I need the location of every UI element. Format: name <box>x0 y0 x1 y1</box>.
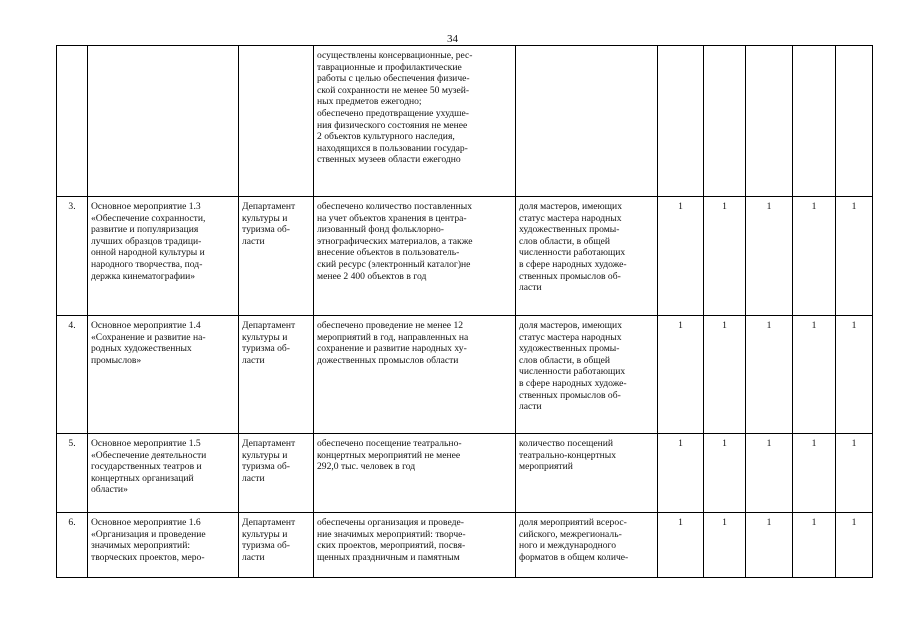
value-cell: 1 <box>658 197 704 316</box>
department-cell: Департамент культуры и туризма об- ласти <box>239 197 314 316</box>
row-number-cell: 6. <box>57 513 88 578</box>
value-cell: 1 <box>658 316 704 434</box>
expected-result-cell: осуществлены консервационные, рес- таврационные и профилактические работы с целью обеспечения физиче- ской сохранности не менее 50 музей- ных предметов ежегодно; обеспечено предотвращение ухудше- ния физического состояния не менее 2 объектов культурного наследия, находящихся в пользовании государ- ственных музеев области ежегодно <box>314 46 516 197</box>
value-cell: 1 <box>793 513 836 578</box>
value-cell: 1 <box>836 513 873 578</box>
indicator-cell <box>516 46 658 197</box>
measures-table <box>56 45 873 578</box>
department-cell <box>239 46 314 197</box>
indicator-cell: доля мастеров, имеющих статус мастера народных художественных промы- слов области, в общей численности работающих в сфере народных художе- ственных промыслов об- ласти <box>516 316 658 434</box>
value-cell: 1 <box>658 434 704 513</box>
value-cell: 1 <box>836 197 873 316</box>
expected-result-cell: обеспечены организация и проведе- ние значимых мероприятий: творче- ских проектов, мероприятий, посвя- щенных праздничным и памятным <box>314 513 516 578</box>
row-number-cell: 4. <box>57 316 88 434</box>
value-cell: 1 <box>746 197 793 316</box>
indicator-cell: количество посещений театрально-концертных мероприятий <box>516 434 658 513</box>
value-cell: 1 <box>658 513 704 578</box>
value-cell: 1 <box>704 513 746 578</box>
value-cell: 1 <box>836 316 873 434</box>
department-cell: Департамент культуры и туризма об- ласти <box>239 316 314 434</box>
row-number-cell: 3. <box>57 197 88 316</box>
indicator-cell: доля мероприятий всерос- сийского, межрегиональ- ного и международного форматов в общем количе- <box>516 513 658 578</box>
value-cell: 1 <box>746 434 793 513</box>
value-cell: 1 <box>793 197 836 316</box>
value-cell: 1 <box>704 434 746 513</box>
measure-name-cell <box>88 46 239 197</box>
measure-name-cell: Основное мероприятие 1.6 «Организация и проведение значимых мероприятий: творческих проектов, меро- <box>88 513 239 578</box>
value-cell <box>836 46 873 197</box>
value-cell <box>746 46 793 197</box>
row-number-cell: 5. <box>57 434 88 513</box>
value-cell <box>704 46 746 197</box>
value-cell <box>793 46 836 197</box>
table-row <box>57 434 873 513</box>
value-cell: 1 <box>746 513 793 578</box>
table-row <box>57 513 873 578</box>
value-cell: 1 <box>704 197 746 316</box>
department-cell: Департамент культуры и туризма об- ласти <box>239 513 314 578</box>
value-cell: 1 <box>793 434 836 513</box>
value-cell: 1 <box>836 434 873 513</box>
expected-result-cell: обеспечено посещение театрально- концертных мероприятий не менее 292,0 тыс. человек в год <box>314 434 516 513</box>
table-row <box>57 46 873 197</box>
value-cell: 1 <box>704 316 746 434</box>
measure-name-cell: Основное мероприятие 1.5 «Обеспечение деятельности государственных театров и концертных организаций области» <box>88 434 239 513</box>
page-number: 34 <box>447 33 458 45</box>
value-cell: 1 <box>746 316 793 434</box>
indicator-cell: доля мастеров, имеющих статус мастера народных художественных промы- слов области, в общей численности работающих в сфере народных художе- ственных промыслов об- ласти <box>516 197 658 316</box>
row-number-cell <box>57 46 88 197</box>
table-row <box>57 197 873 316</box>
measure-name-cell: Основное мероприятие 1.4 «Сохранение и развитие на- родных художественных промыслов» <box>88 316 239 434</box>
measure-name-cell: Основное мероприятие 1.3 «Обеспечение сохранности, развитие и популяризация лучших образцов традици- онной народной культуры и народного творчества, под- держка кинематографии» <box>88 197 239 316</box>
table-row <box>57 316 873 434</box>
expected-result-cell: обеспечено проведение не менее 12 мероприятий в год, направленных на сохранение и развитие народных ху- дожественных промыслов области <box>314 316 516 434</box>
department-cell: Департамент культуры и туризма об- ласти <box>239 434 314 513</box>
value-cell <box>658 46 704 197</box>
value-cell: 1 <box>793 316 836 434</box>
expected-result-cell: обеспечено количество поставленных на учет объектов хранения в центра- лизованный фонд фольклорно- этнографических материалов, а также внесение объектов в пользователь- ский ресурс (электронный каталог)не менее 2 400 объектов в год <box>314 197 516 316</box>
